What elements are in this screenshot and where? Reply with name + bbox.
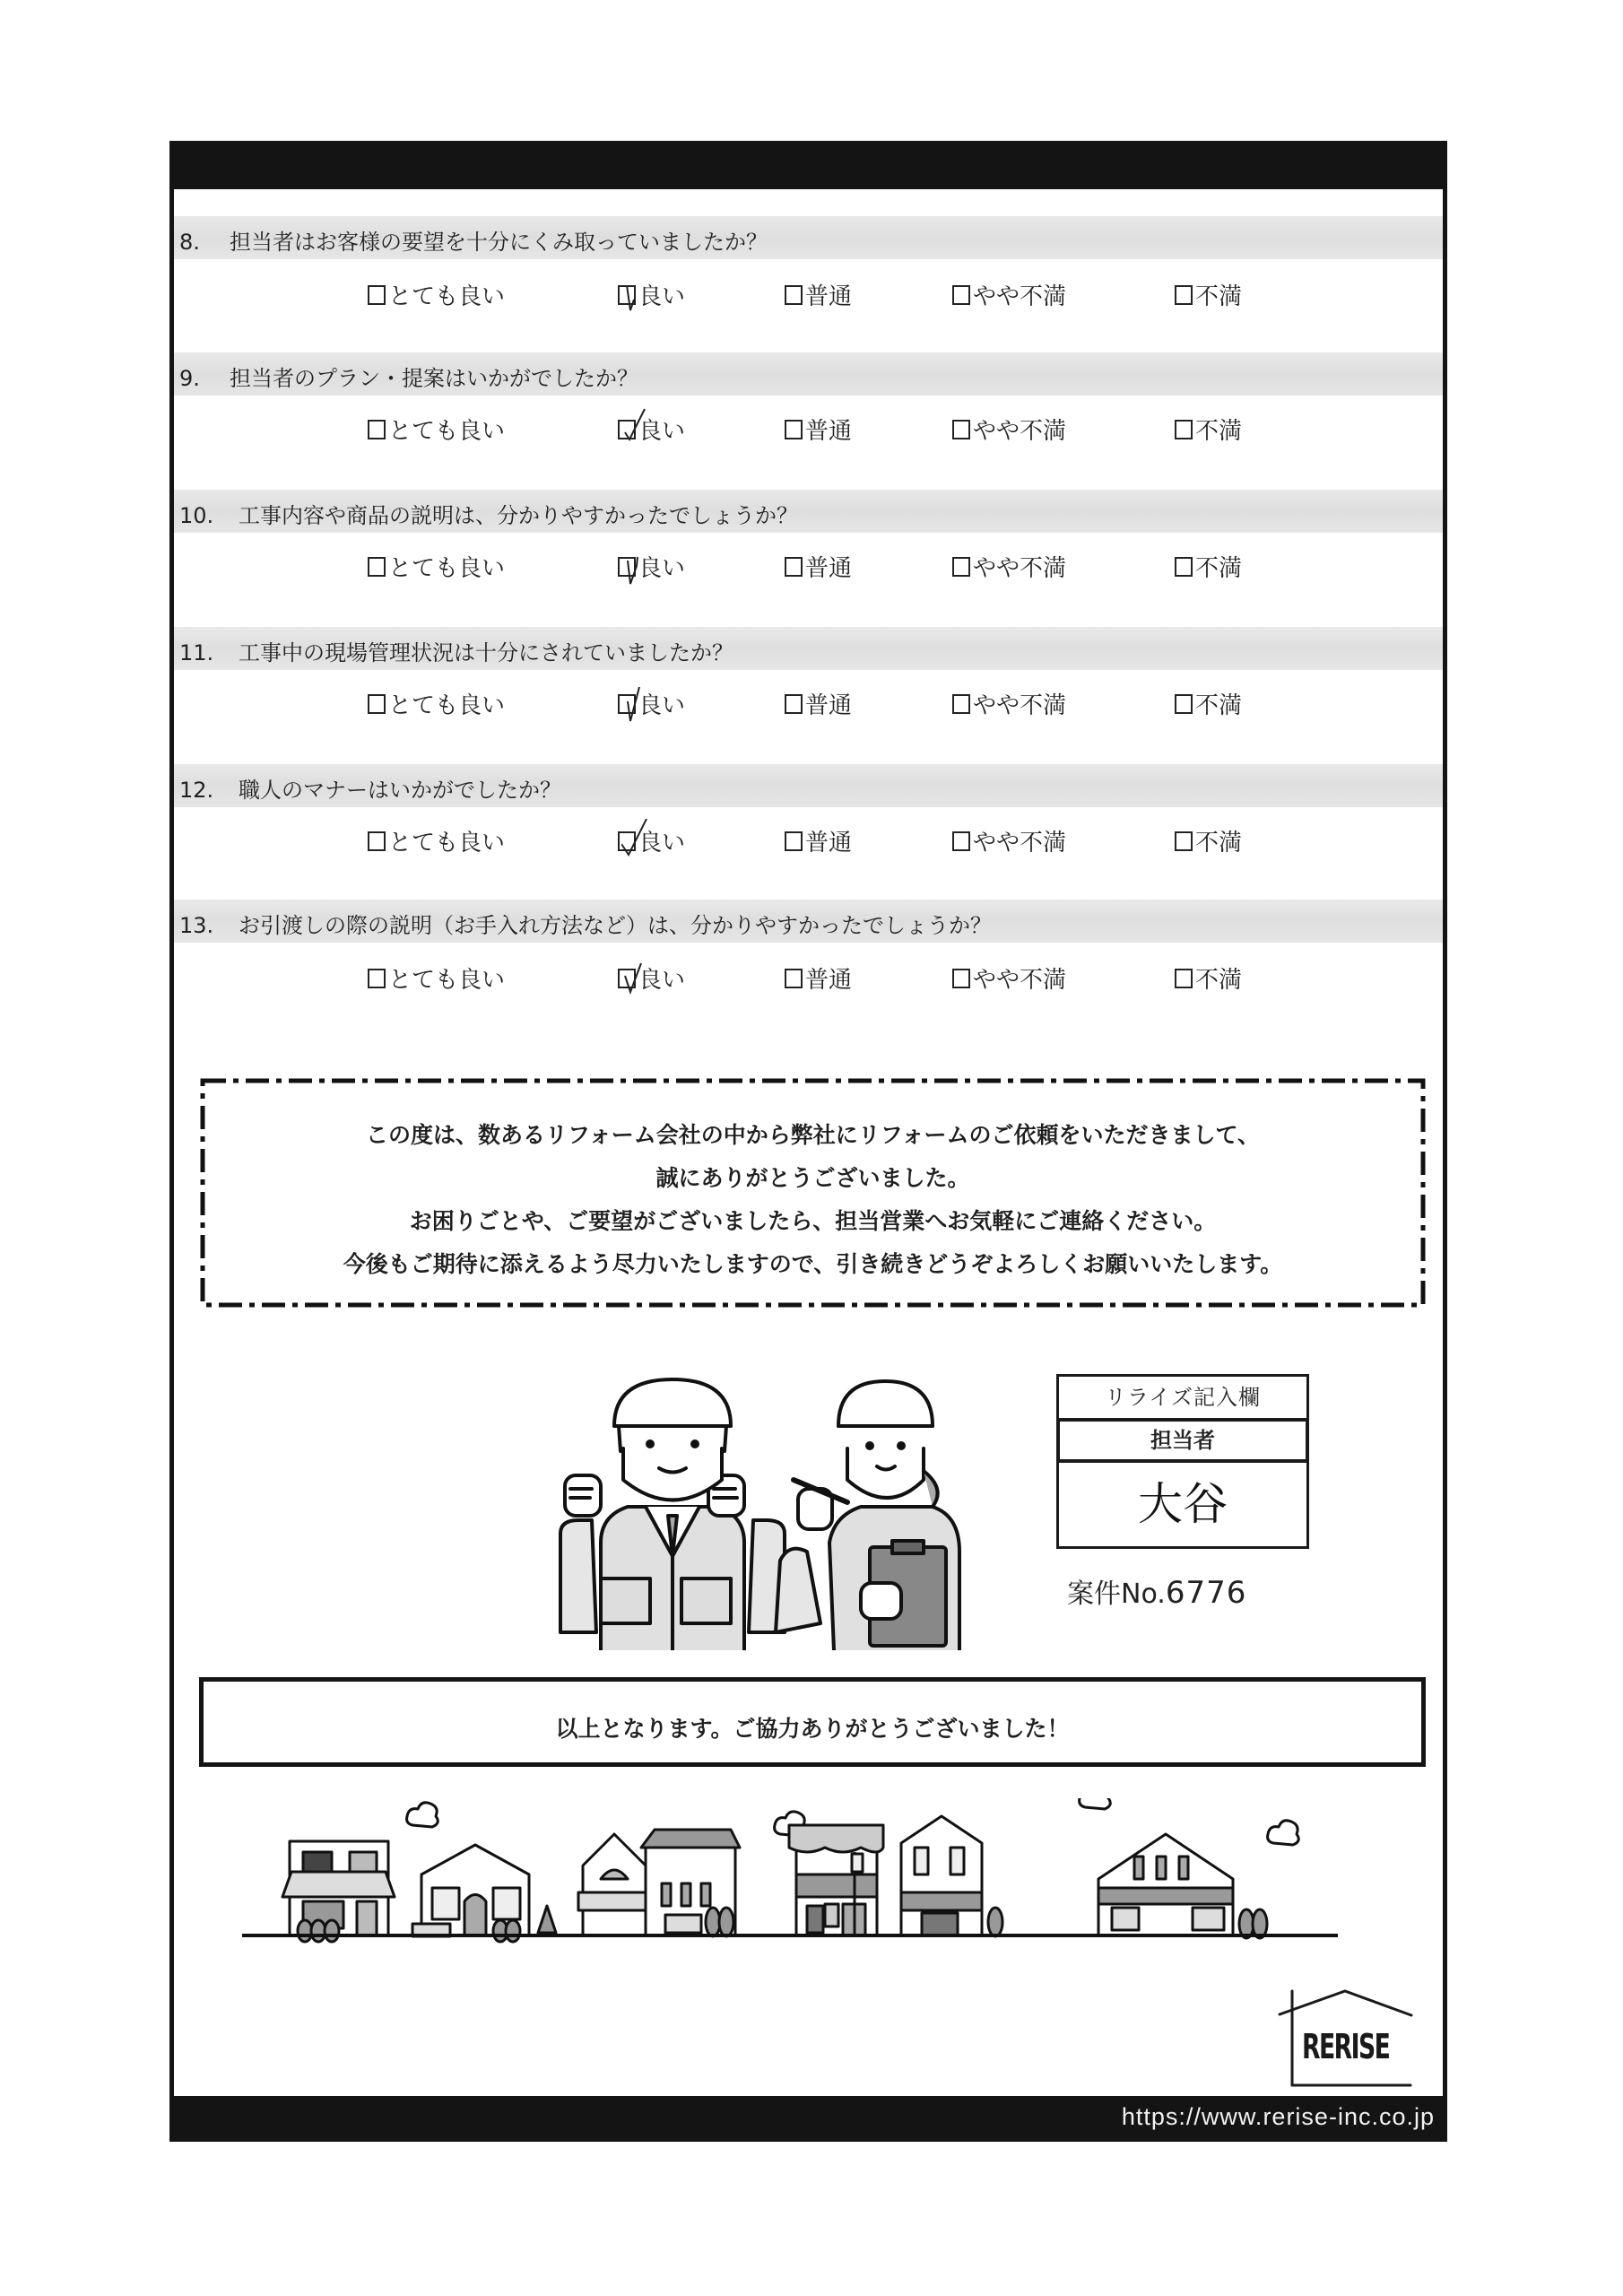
option-average[interactable]: 普通 xyxy=(785,824,852,857)
checkbox-icon[interactable] xyxy=(952,694,970,714)
checkbox-icon[interactable] xyxy=(618,285,636,305)
option-average[interactable]: 普通 xyxy=(785,278,852,311)
question-9 xyxy=(174,352,1443,396)
question-number: 12. xyxy=(179,778,214,803)
checkbox-icon[interactable] xyxy=(785,969,803,988)
option-very-good[interactable]: とても良い xyxy=(368,550,505,583)
question-12 xyxy=(174,764,1443,807)
checkbox-icon[interactable] xyxy=(368,694,386,714)
checkbox-icon[interactable] xyxy=(1175,969,1193,988)
logo-text: RERISE xyxy=(1302,2027,1390,2066)
question-text: 職人のマナーはいかがでしたか？ xyxy=(239,778,561,803)
staff-entry-box xyxy=(1056,1374,1309,1549)
option-very-good[interactable]: とても良い xyxy=(368,961,505,995)
option-somewhat-dissatisfied[interactable]: やや不満 xyxy=(952,413,1066,446)
option-very-good[interactable]: とても良い xyxy=(368,278,505,311)
checkbox-icon[interactable] xyxy=(785,420,803,439)
checkbox-icon[interactable] xyxy=(952,420,970,439)
checkbox-icon[interactable] xyxy=(368,420,386,439)
checkbox-icon[interactable] xyxy=(368,557,386,577)
checkbox-icon[interactable] xyxy=(618,557,636,577)
checkbox-icon[interactable] xyxy=(1175,285,1193,305)
checkbox-icon[interactable] xyxy=(368,285,386,305)
staff-box-header: リライズ記入欄 xyxy=(1104,1385,1262,1410)
workers-illustration xyxy=(538,1363,977,1650)
top-bar xyxy=(169,141,1447,189)
checkbox-icon[interactable] xyxy=(785,694,803,714)
thanks-line-2: 誠にありがとうございました。 xyxy=(655,1165,970,1191)
footer-bar xyxy=(169,2096,1447,2142)
checkbox-icon[interactable] xyxy=(1175,694,1193,714)
question-number: 11. xyxy=(179,640,214,665)
question-10 xyxy=(174,490,1443,533)
checkbox-icon[interactable] xyxy=(618,420,636,439)
case-number-label: 案件No. xyxy=(1067,1578,1166,1610)
option-very-good[interactable]: とても良い xyxy=(368,687,505,720)
checkbox-icon[interactable] xyxy=(618,969,636,988)
option-somewhat-dissatisfied[interactable]: やや不満 xyxy=(952,824,1066,857)
closing-message-box xyxy=(199,1677,1426,1767)
option-dissatisfied[interactable]: 不満 xyxy=(1175,278,1242,311)
question-number: 9. xyxy=(179,366,200,391)
question-text: 担当者はお客様の要望を十分にくみ取っていましたか？ xyxy=(230,230,768,255)
question-number: 13. xyxy=(179,913,214,938)
option-somewhat-dissatisfied[interactable]: やや不満 xyxy=(952,278,1066,311)
thanks-message-box xyxy=(200,1078,1426,1308)
checkbox-icon[interactable] xyxy=(785,285,803,305)
checkbox-icon[interactable] xyxy=(368,831,386,851)
case-number xyxy=(1067,1571,1246,1611)
option-dissatisfied[interactable]: 不満 xyxy=(1175,550,1242,583)
question-11 xyxy=(174,627,1443,670)
option-good[interactable]: 良い xyxy=(618,961,685,995)
option-average[interactable]: 普通 xyxy=(785,961,852,995)
checkbox-icon[interactable] xyxy=(785,557,803,577)
option-dissatisfied[interactable]: 不満 xyxy=(1175,687,1242,720)
thanks-line-4: 今後もご期待に添えるよう尽力いたしますので、引き続きどうぞよろしくお願いいたします。 xyxy=(343,1251,1283,1277)
question-text: 工事中の現場管理状況は十分にされていましたか？ xyxy=(239,640,733,665)
thanks-line-3: お困りごとや、ご要望がございましたら、担当営業へお気軽にご連絡ください。 xyxy=(409,1208,1217,1234)
option-very-good[interactable]: とても良い xyxy=(368,413,505,446)
option-good[interactable]: 良い xyxy=(618,687,685,720)
question-text: お引渡しの際の説明（お手入れ方法など）は、分かりやすかったでしょうか？ xyxy=(239,913,992,938)
question-13 xyxy=(174,900,1443,943)
staff-name: 大谷 xyxy=(1138,1478,1228,1530)
case-number-value: 6776 xyxy=(1165,1575,1247,1611)
checkbox-icon[interactable] xyxy=(1175,420,1193,439)
checkbox-icon[interactable] xyxy=(618,694,636,714)
rerise-logo xyxy=(1273,1984,1417,2092)
staff-label: 担当者 xyxy=(1056,1418,1309,1463)
option-somewhat-dissatisfied[interactable]: やや不満 xyxy=(952,550,1066,583)
option-good[interactable]: 良い xyxy=(618,413,685,446)
option-somewhat-dissatisfied[interactable]: やや不満 xyxy=(952,687,1066,720)
checkbox-icon[interactable] xyxy=(952,557,970,577)
option-very-good[interactable]: とても良い xyxy=(368,824,505,857)
option-dissatisfied[interactable]: 不満 xyxy=(1175,961,1242,995)
checkbox-icon[interactable] xyxy=(618,831,636,851)
checkbox-icon[interactable] xyxy=(1175,557,1193,577)
townscape-illustration xyxy=(233,1798,1345,1964)
website-url[interactable]: https://www.rerise-inc.co.jp xyxy=(1121,2103,1435,2130)
option-average[interactable]: 普通 xyxy=(785,413,852,446)
closing-message: 以上となります。ご協力ありがとうございました！ xyxy=(555,1716,1070,1742)
checkbox-icon[interactable] xyxy=(368,969,386,988)
question-number: 10. xyxy=(179,503,214,528)
option-average[interactable]: 普通 xyxy=(785,550,852,583)
option-good[interactable]: 良い xyxy=(618,550,685,583)
option-dissatisfied[interactable]: 不満 xyxy=(1175,824,1242,857)
thanks-line-1: この度は、数あるリフォーム会社の中から弊社にリフォームのご依頼をいただきまして、 xyxy=(365,1122,1260,1148)
question-text: 担当者のプラン・提案はいかがでしたか？ xyxy=(230,366,638,391)
option-somewhat-dissatisfied[interactable]: やや不満 xyxy=(952,961,1066,995)
option-dissatisfied[interactable]: 不満 xyxy=(1175,413,1242,446)
option-good[interactable]: 良い xyxy=(618,278,685,311)
question-number: 8. xyxy=(179,230,200,255)
option-good[interactable]: 良い xyxy=(618,824,685,857)
option-average[interactable]: 普通 xyxy=(785,687,852,720)
question-text: 工事内容や商品の説明は、分かりやすかったでしょうか？ xyxy=(239,503,798,528)
checkbox-icon[interactable] xyxy=(1175,831,1193,851)
checkbox-icon[interactable] xyxy=(785,831,803,851)
checkbox-icon[interactable] xyxy=(952,285,970,305)
checkbox-icon[interactable] xyxy=(952,969,970,988)
checkbox-icon[interactable] xyxy=(952,831,970,851)
question-8 xyxy=(174,216,1443,259)
